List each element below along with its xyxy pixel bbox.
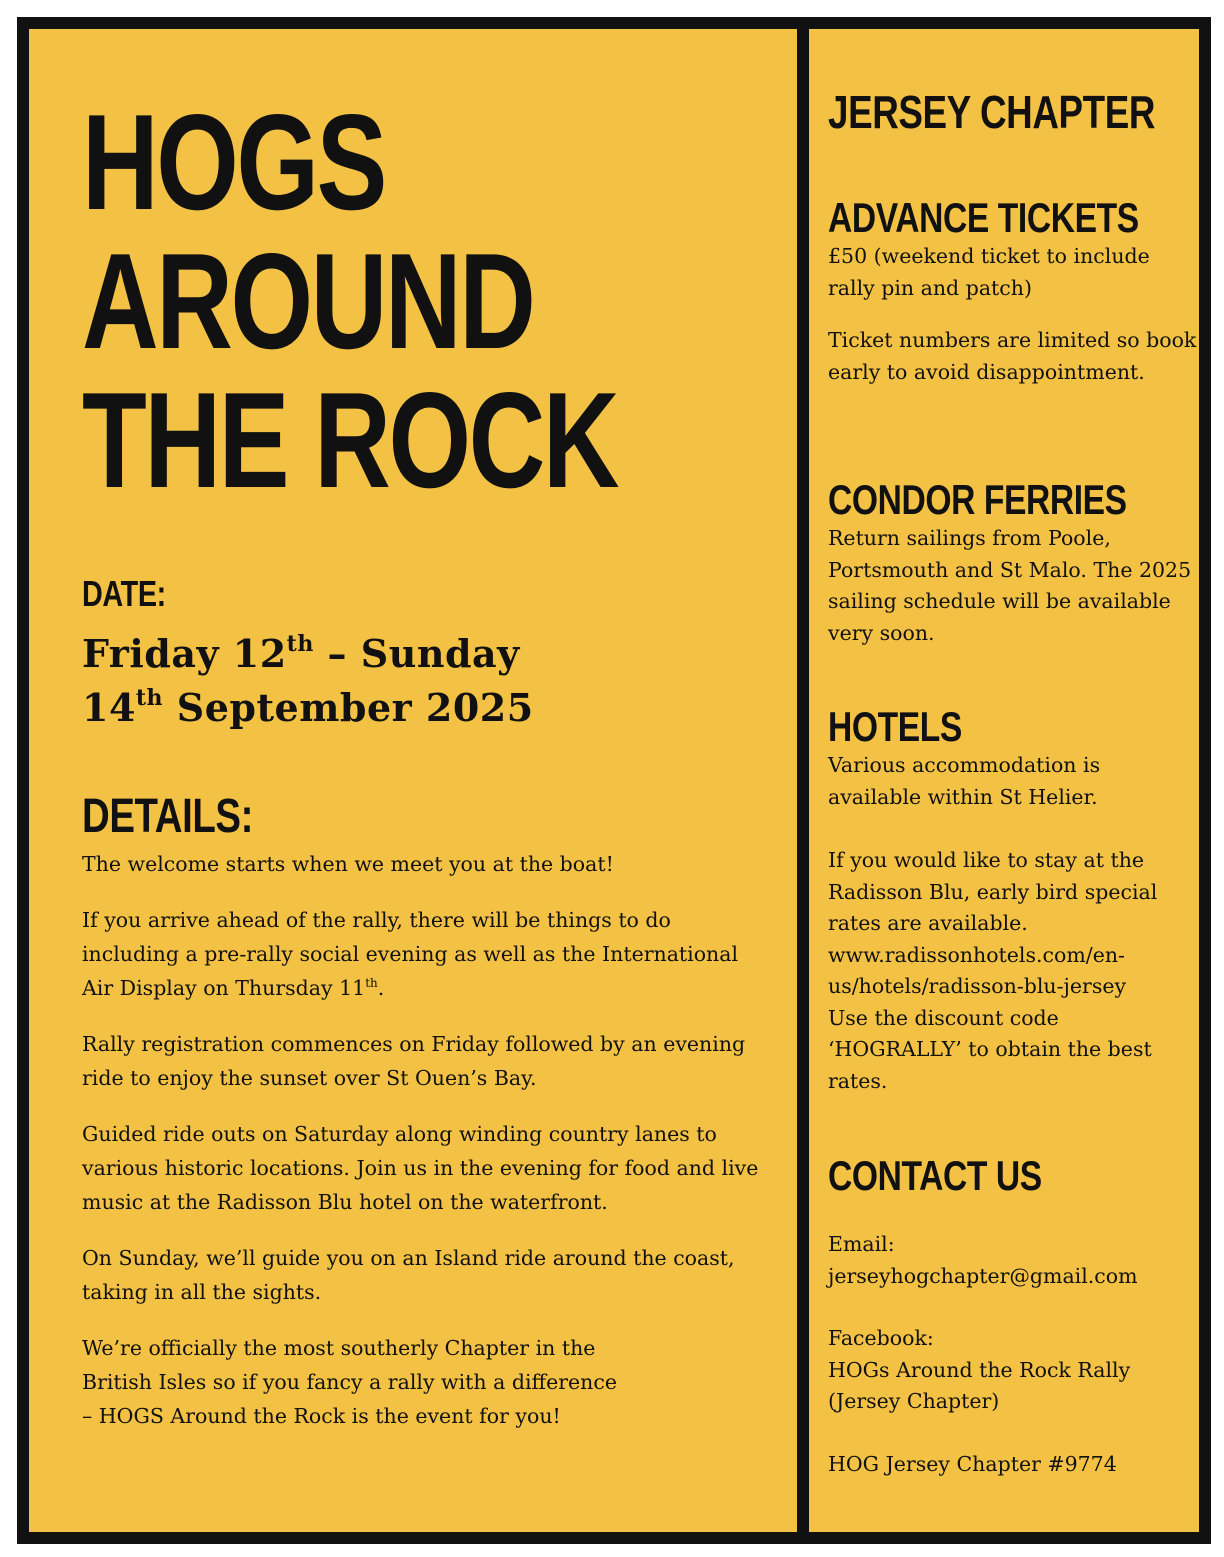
- chapter-number: HOG Jersey Chapter #9774: [828, 1452, 1117, 1476]
- chapter-title: JERSEY CHAPTER: [828, 86, 1156, 138]
- hotels-discount: Use the discount code ‘HOGRALLY’ to obtain the best rates.: [828, 1005, 1152, 1093]
- headline-line-3: THE ROCK: [82, 364, 618, 516]
- facebook-label: Facebook:: [828, 1326, 934, 1350]
- column-divider: [797, 29, 809, 1532]
- event-dates: [82, 627, 534, 735]
- rally-poster: [17, 17, 1211, 1544]
- headline-line-1: HOGS: [82, 86, 386, 238]
- facebook-page: HOGs Around the Rock Rally: [828, 1357, 1131, 1382]
- details-body: [82, 847, 762, 1455]
- contact-email: [828, 1229, 1198, 1292]
- details-paragraph-southerly: We’re officially the most southerly Chapter in the British Isles so if you fancy a rally with a difference – HOGS Around the Rock is the event for you!: [82, 1336, 617, 1428]
- ferries-heading: CONDOR FERRIES: [828, 476, 1127, 523]
- hotels-text: Various accommodation is available within St Helier.: [828, 753, 1101, 809]
- hotels-radisson-text: If you would like to stay at the Radisson Blu, early bird special rates are available. www.radissonhotels.com/en- us/hotels/radisson-blu-jersey Use the discount code ‘HOGRALLY’ to obtain the best rates.: [828, 848, 1158, 1093]
- hotels-url: www.radissonhotels.com/en-: [828, 942, 1125, 967]
- poster-headline: [82, 86, 620, 516]
- tickets-note: Ticket numbers are limited so book early to avoid disappointment.: [828, 328, 1197, 384]
- email-value: jerseyhogchapter@gmail.com: [828, 1263, 1138, 1288]
- details-paragraph-registration: Rally registration commences on Friday followed by an evening ride to enjoy the sunset over St Ouen’s Bay.: [82, 1032, 746, 1090]
- contact-facebook: Facebook: HOGs Around the Rock Rally (Jersey Chapter): [828, 1326, 1131, 1413]
- hotels-heading: HOTELS: [828, 703, 962, 750]
- tickets-price: £50 (weekend ticket to include rally pin and patch): [828, 244, 1150, 300]
- details-paragraph-arrival: If you arrive ahead of the rally, there will be things to do including a pre-rally social evening as well as the International Air Display on Thursday 11th.: [82, 908, 739, 1000]
- email-label: Email:: [828, 1232, 895, 1256]
- details-label: DETAILS:: [82, 790, 254, 843]
- date-label: DATE:: [82, 573, 166, 614]
- details-paragraph-welcome: The welcome starts when we meet you at the boat!: [82, 852, 614, 876]
- ferries-text: Return sailings from Poole, Portsmouth and St Malo. The 2025 sailing schedule will be available very soon.: [828, 526, 1192, 645]
- details-paragraph-saturday: Guided ride outs on Saturday along winding country lanes to various historic locations. Join us in the evening for food and live music at the Radisson Blu hotel on the waterfront.: [82, 1122, 759, 1214]
- details-paragraph-sunday: On Sunday, we’ll guide you on an Island ride around the coast, taking in all the sights.: [82, 1246, 735, 1304]
- tickets-heading: ADVANCE TICKETS: [828, 194, 1139, 241]
- event-dates-line-1: Friday 12th – Sunday: [82, 631, 520, 676]
- event-dates-line-2: 14th September 2025: [82, 685, 534, 730]
- contact-heading: CONTACT US: [828, 1152, 1042, 1199]
- headline-line-2: AROUND: [82, 225, 534, 377]
